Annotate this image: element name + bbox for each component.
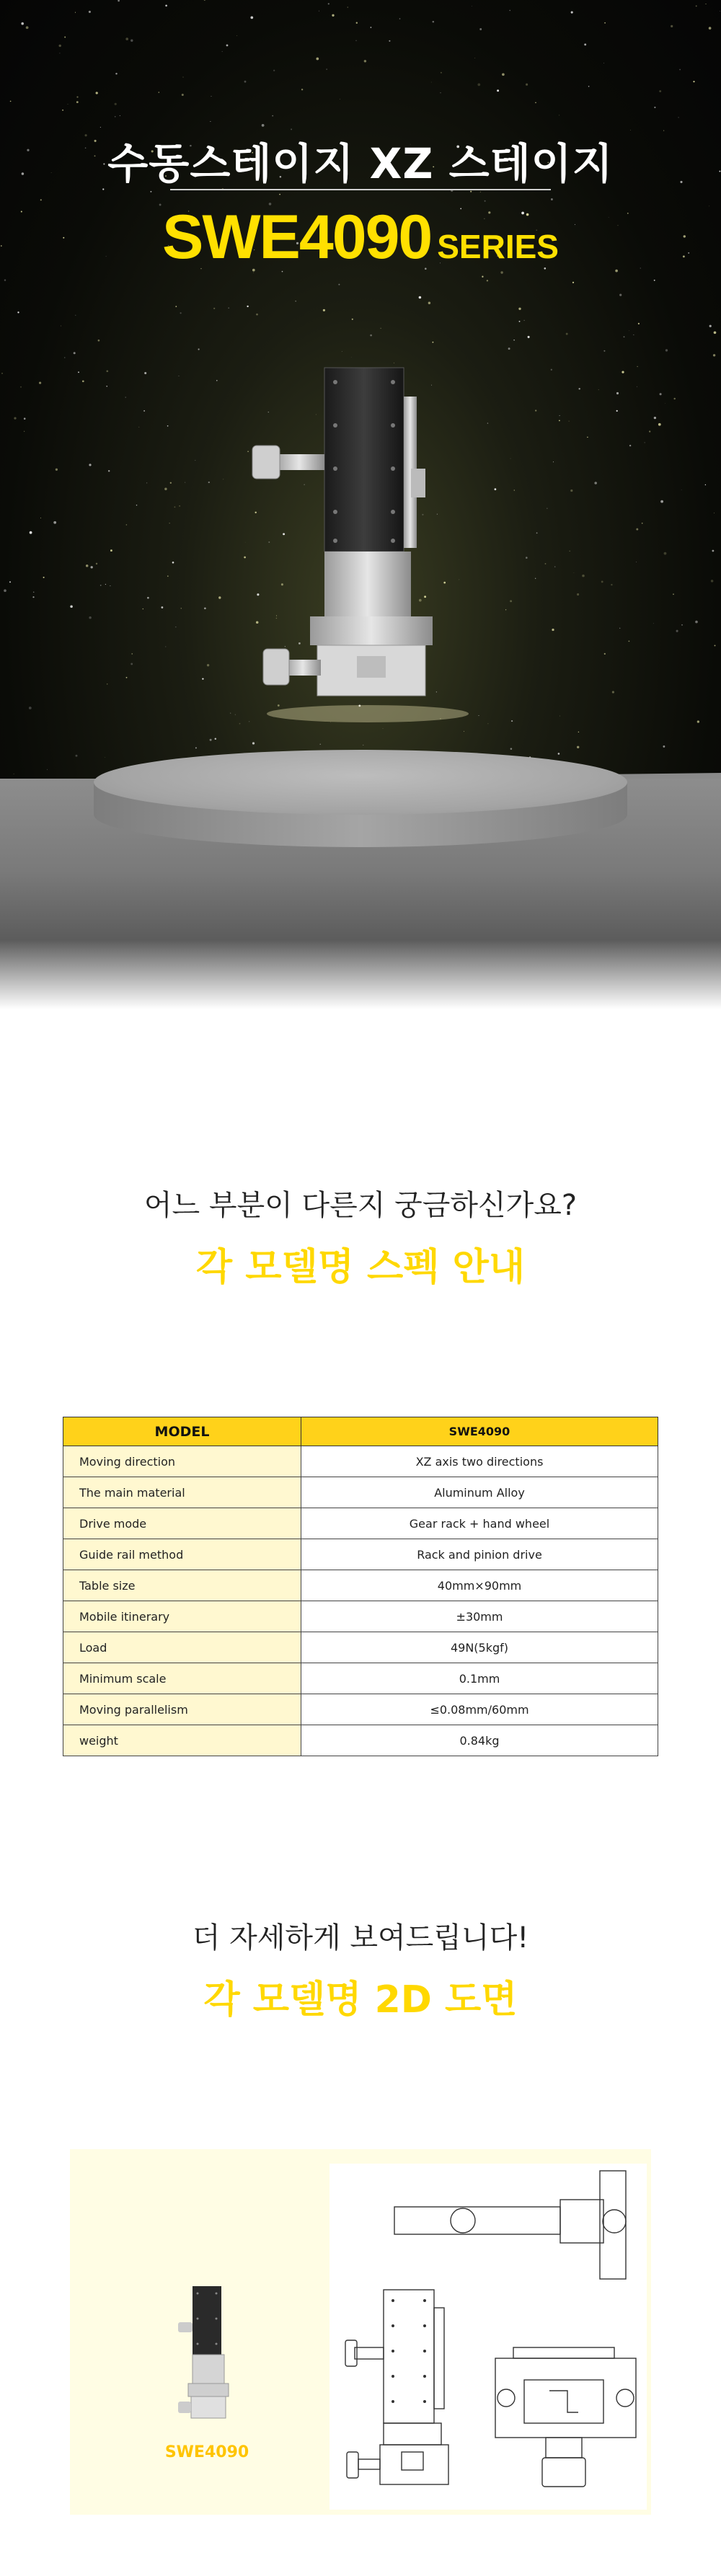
spec-value: Aluminum Alloy xyxy=(301,1477,658,1508)
spec-table xyxy=(63,1417,658,1756)
table-row xyxy=(63,1694,658,1725)
table-row xyxy=(63,1601,658,1632)
pedestal-top xyxy=(94,750,627,815)
spec-value: XZ axis two directions xyxy=(301,1446,658,1477)
series-suffix: SERIES xyxy=(437,228,559,265)
spec-name: Table size xyxy=(63,1570,301,1601)
spec-value: Gear rack + hand wheel xyxy=(301,1508,658,1539)
spec-name: Moving direction xyxy=(63,1446,301,1477)
spec-value: 0.84kg xyxy=(301,1725,658,1756)
spec-value: 0.1mm xyxy=(301,1663,658,1694)
table-row xyxy=(63,1446,658,1477)
spec-name: Drive mode xyxy=(63,1508,301,1539)
hero-divider xyxy=(170,189,551,190)
table-row xyxy=(63,1663,658,1694)
spec-section-header xyxy=(0,1182,721,1291)
drawing-heading: 각 모델명 2D 도면 xyxy=(203,1978,518,2022)
spec-heading: 각 모델명 스펙 안내 xyxy=(195,1246,526,1289)
table-row xyxy=(63,1725,658,1756)
spec-question: 어느 부분이 다른지 궁금하신가요? xyxy=(143,1189,578,1222)
drawing-question: 더 자세하게 보여드립니다! xyxy=(192,1921,529,1955)
spec-header-model: MODEL xyxy=(63,1417,301,1446)
spec-name: Moving parallelism xyxy=(63,1694,301,1725)
spec-value: 49N(5kgf) xyxy=(301,1632,658,1663)
spec-name: Load xyxy=(63,1632,301,1663)
series-model: SWE4090 xyxy=(162,203,432,272)
spec-value: Rack and pinion drive xyxy=(301,1539,658,1570)
spec-name: Minimum scale xyxy=(63,1663,301,1694)
drawing-section-header xyxy=(0,1915,721,2023)
bottom-spacer xyxy=(0,2515,721,2576)
spec-value: 40mm×90mm xyxy=(301,1570,658,1601)
spec-name: Guide rail method xyxy=(63,1539,301,1570)
spec-table-container xyxy=(63,1417,658,1756)
spec-value: ≤0.08mm/60mm xyxy=(301,1694,658,1725)
table-row xyxy=(63,1632,658,1663)
table-row xyxy=(63,1539,658,1570)
spec-name: Mobile itinerary xyxy=(63,1601,301,1632)
hero-banner xyxy=(0,0,721,1009)
technical-drawing-2d xyxy=(329,2164,647,2510)
spec-header-value: SWE4090 xyxy=(301,1417,658,1446)
hero-series-title xyxy=(0,202,721,273)
hero-title: 수동스테이지 XZ 스테이지 xyxy=(107,139,614,188)
drawing-panel xyxy=(70,2149,651,2515)
table-row xyxy=(63,1508,658,1539)
product-thumbnail xyxy=(178,2286,230,2423)
product-image-xz-stage xyxy=(245,353,476,728)
table-row xyxy=(63,1477,658,1508)
spec-name: weight xyxy=(63,1725,301,1756)
drawing-model-label: SWE4090 xyxy=(164,2443,249,2461)
spec-name: The main material xyxy=(63,1477,301,1508)
spec-table-header-row xyxy=(63,1417,658,1446)
table-row xyxy=(63,1570,658,1601)
spec-value: ±30mm xyxy=(301,1601,658,1632)
